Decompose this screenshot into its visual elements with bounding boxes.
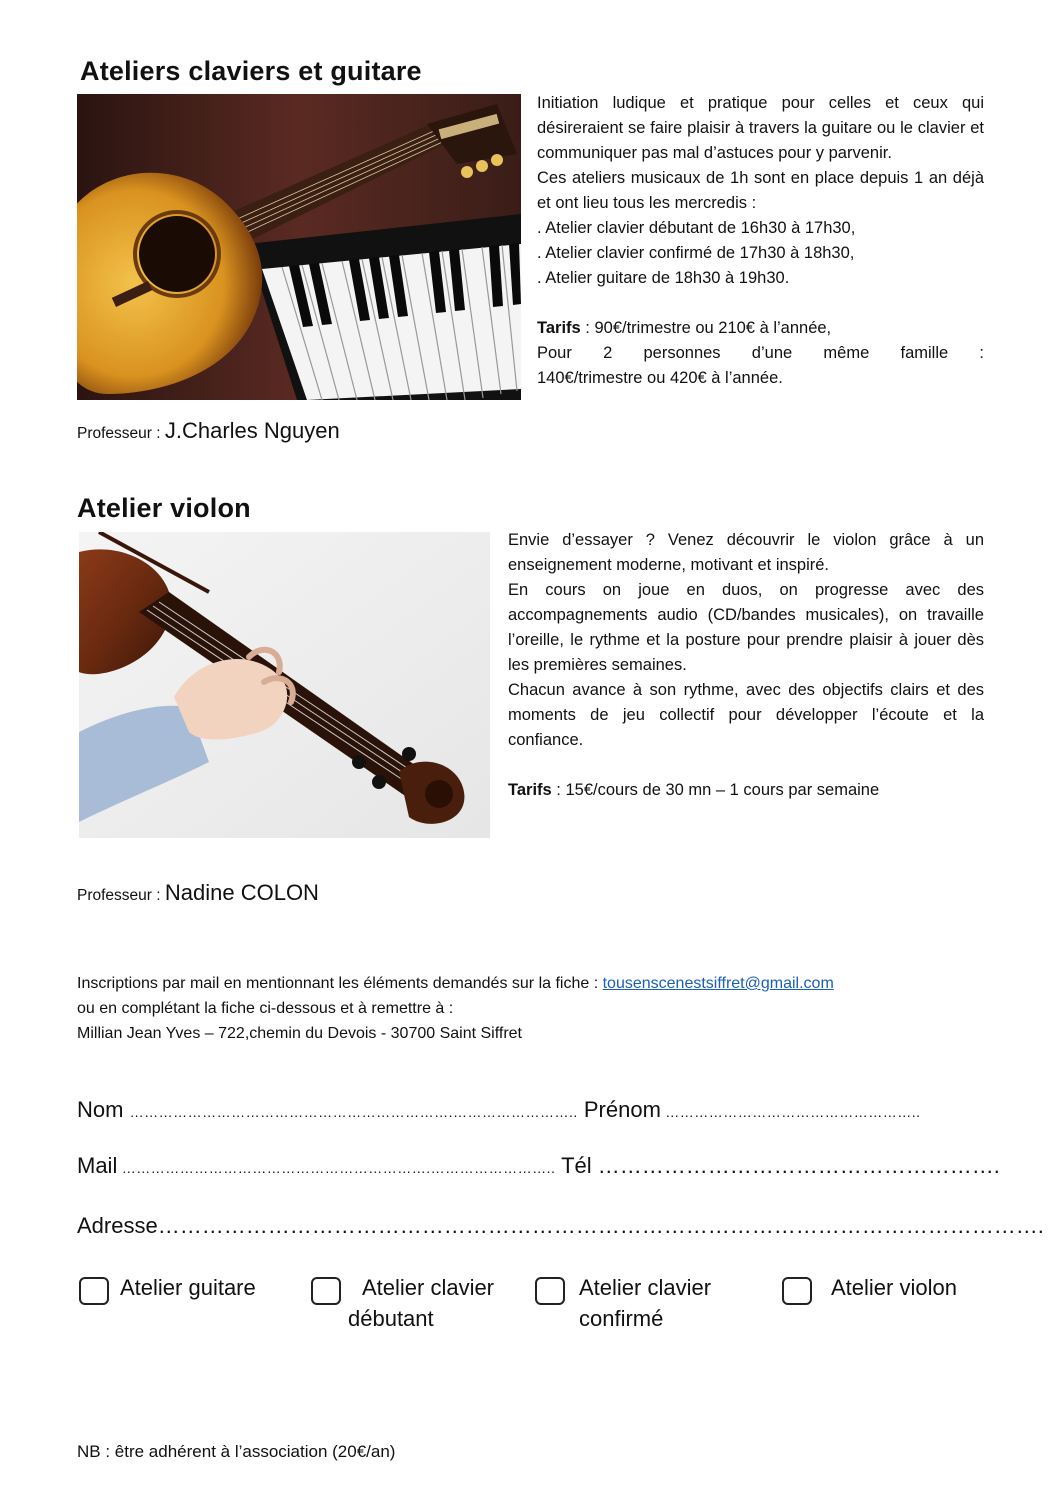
prof-label: Professeur : <box>77 887 165 904</box>
nom-label: Nom <box>77 1097 124 1122</box>
prof-label: Professeur : <box>77 425 165 442</box>
claviers-line-schedule: Ces ateliers musicaux de 1h sont en place depuis 1 an déjà et ont lieu tous les mercredis : <box>537 169 984 212</box>
spacer <box>508 753 984 778</box>
claviers-tarifs <box>537 316 984 341</box>
claviers-line-guitare: . Atelier guitare de 18h30 à 19h30. <box>537 269 790 287</box>
tarifs-value: : 15€/cours de 30 mn – 1 cours par semaine <box>551 781 880 799</box>
claviers-description <box>537 91 984 391</box>
option-label-line1: Atelier violon <box>831 1275 957 1300</box>
tarifs-label: Tarifs <box>508 781 552 799</box>
claviers-line-debutant: . Atelier clavier débutant de 16h30 à 17h30, <box>537 219 856 237</box>
claviers-tarifs-family-price: 140€/trimestre ou 420€ à l’année. <box>537 369 783 387</box>
adresse-field[interactable]: …………………………………………………………………………………………………………. <box>157 1213 1044 1238</box>
section-title-violon: Atelier violon <box>77 493 251 523</box>
mail-label: Mail <box>77 1153 118 1178</box>
prof-name: J.Charles Nguyen <box>164 418 340 443</box>
claviers-line-confirme: . Atelier clavier confirmé de 17h30 à 18h30, <box>537 244 855 262</box>
guitar-piano-photo-icon <box>77 94 521 400</box>
checkbox-clavier-debutant[interactable] <box>311 1277 341 1305</box>
tarifs-label: Tarifs <box>537 319 581 337</box>
violon-description <box>508 528 984 803</box>
option-label-line2: débutant <box>348 1306 434 1331</box>
mail-field[interactable]: ……………………………………………………….…………………….. <box>117 1160 556 1176</box>
tel-label: Tél <box>555 1153 592 1178</box>
option-label-line2: confirmé <box>579 1306 664 1331</box>
tel-field[interactable]: ………………………………………………. <box>591 1153 1000 1178</box>
claviers-tarifs-family: Pour 2 personnes d’une même famille : <box>537 344 984 362</box>
form-row-nom <box>77 1097 921 1123</box>
tarifs-value: : 90€/trimestre ou 210€ à l’année, <box>580 319 832 337</box>
violon-tarifs <box>508 778 984 803</box>
nb-note: NB : être adhérent à l’association (20€/an) <box>77 1442 396 1461</box>
email-link[interactable]: tousenscenestsiffret@gmail.com <box>602 975 834 992</box>
option-violon-label <box>831 1272 957 1303</box>
checkbox-violon[interactable] <box>782 1277 812 1305</box>
inscriptions-line-fiche: ou en complétant la fiche ci-dessous et à remettre à : <box>77 1000 454 1017</box>
violon-line-rythme: Chacun avance à son rythme, avec des objectifs clairs et des moments de jeu collectif pour développer l’écoute et la confiance. <box>508 681 984 749</box>
section-title-claviers: Ateliers claviers et guitare <box>80 56 422 86</box>
inscriptions-line-address: Millian Jean Yves – 722,chemin du Devois - 30700 Saint Siffret <box>77 1025 522 1042</box>
inscriptions-line-mail <box>77 971 1007 996</box>
nom-field[interactable]: ………………………………………………………….…………………….. <box>129 1104 578 1120</box>
inscriptions-text: Inscriptions par mail en mentionnant les éléments demandés sur la fiche : <box>77 975 603 992</box>
option-label-line1: Atelier guitare <box>120 1275 256 1300</box>
checkbox-guitare[interactable] <box>79 1277 109 1305</box>
option-clavier-debutant-label <box>348 1272 508 1334</box>
violon-line-cours: En cours on joue en duos, on progresse avec des accompagnements audio (CD/bandes musicales), on travaille l’oreille, le rythme et la posture pour prendre plaisir à jouer dès les premières semaines. <box>508 581 984 674</box>
option-label-line1: Atelier clavier <box>579 1275 712 1300</box>
adresse-label: Adresse <box>77 1213 158 1238</box>
option-label-line1: Atelier clavier <box>361 1275 495 1300</box>
claviers-professeur <box>77 418 340 444</box>
prenom-label: Prénom <box>577 1097 661 1122</box>
violin-photo-icon <box>79 532 490 838</box>
option-clavier-confirme-label <box>579 1272 711 1334</box>
form-row-mail <box>77 1153 1000 1179</box>
option-guitare-label <box>120 1272 256 1303</box>
violon-professeur <box>77 880 319 906</box>
inscriptions <box>77 971 1007 1046</box>
spacer <box>537 291 984 316</box>
checkbox-clavier-confirme[interactable] <box>535 1277 565 1305</box>
prenom-field[interactable]: …………………………………………….. <box>660 1104 921 1120</box>
claviers-line-intro: Initiation ludique et pratique pour celles et ceux qui désireraient se faire plaisir à travers la guitare ou le clavier et communiquer pas mal d’astuces pour y parvenir. <box>537 94 984 162</box>
prof-name: Nadine COLON <box>164 880 319 905</box>
violon-line-intro: Envie d’essayer ? Venez découvrir le violon grâce à un enseignement moderne, motivant et inspiré. <box>508 531 984 574</box>
form-row-adresse <box>77 1213 1044 1239</box>
